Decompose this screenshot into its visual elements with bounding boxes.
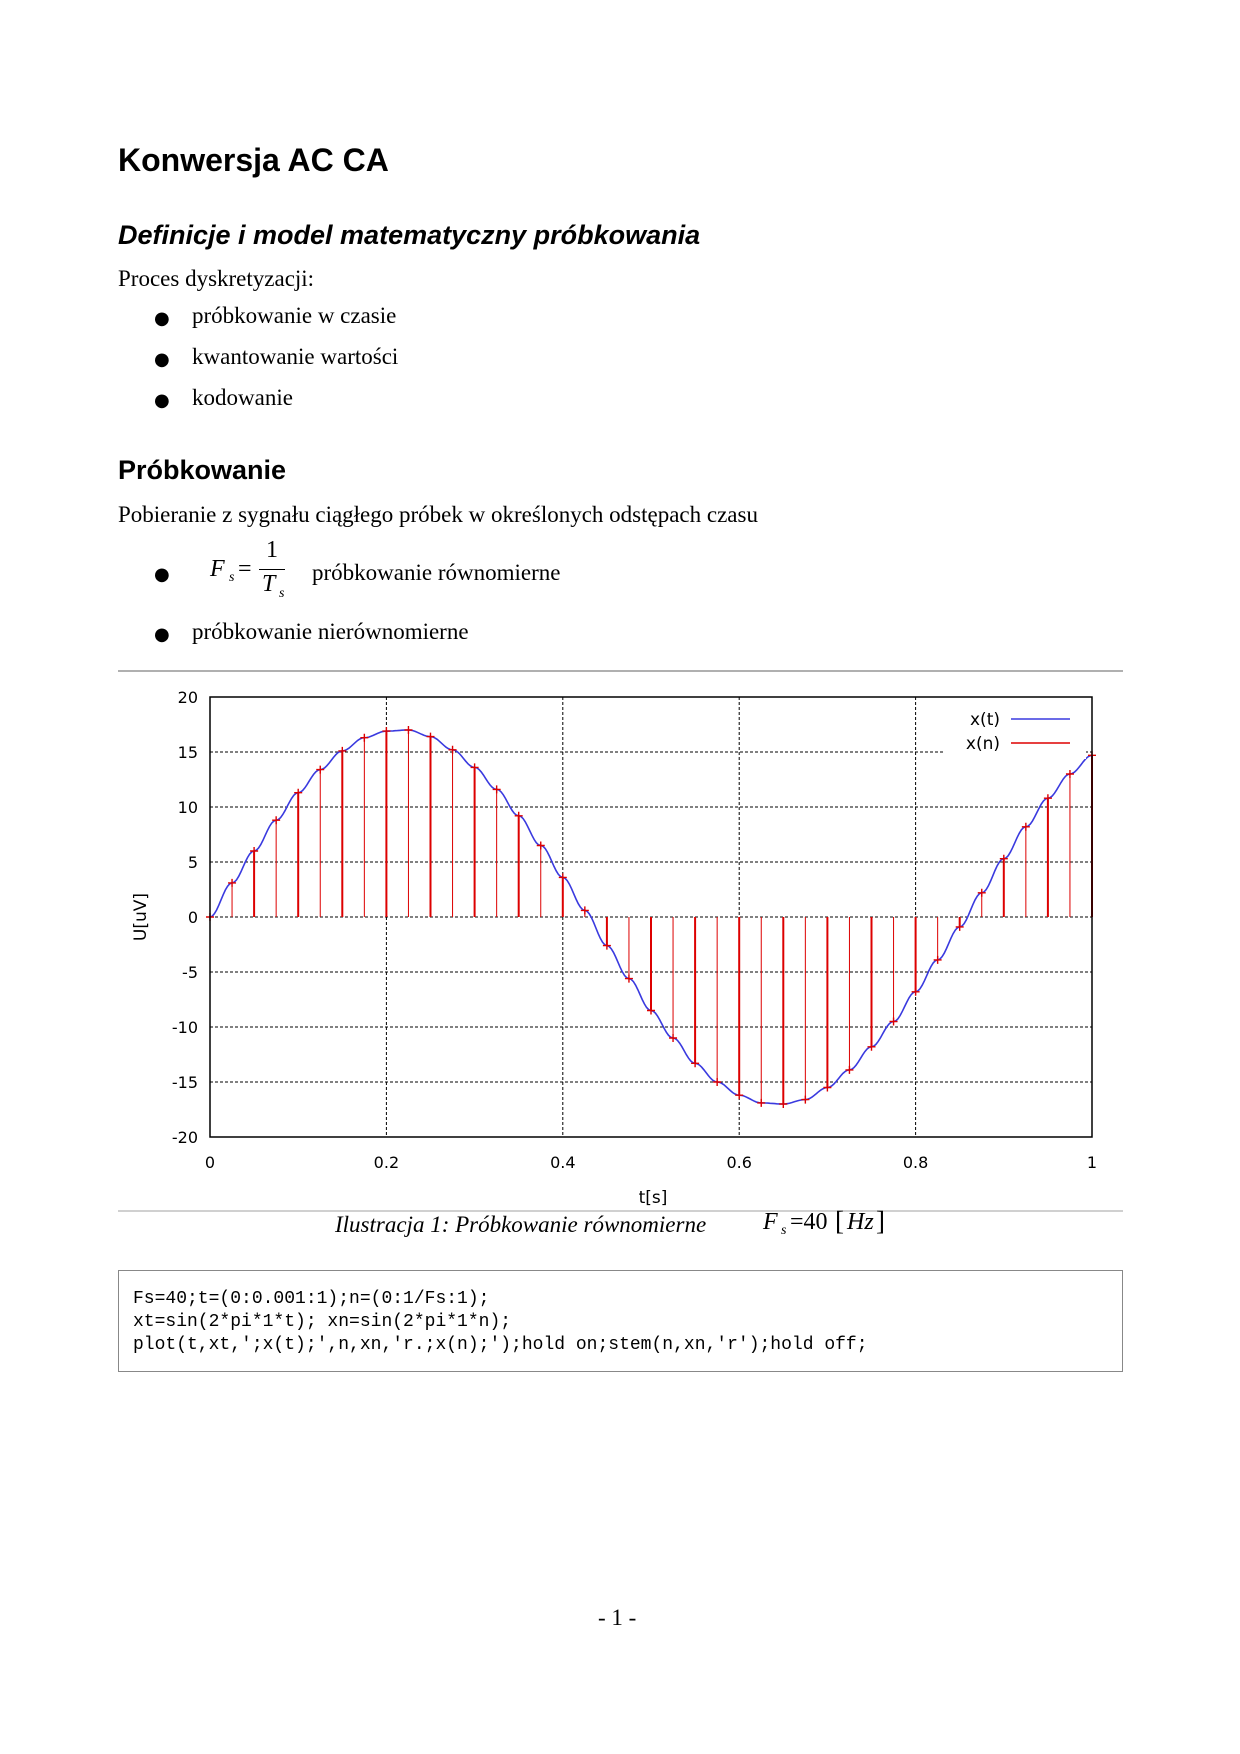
caption-formula-value: =40 xyxy=(790,1209,828,1235)
sample-marker xyxy=(272,816,280,824)
sample-marker xyxy=(757,1099,765,1107)
formula-symbol: F xyxy=(210,556,225,582)
legend-label-xt: x(t) xyxy=(970,710,1000,730)
code-line: Fs=40;t=(0:0.001:1);n=(0:1/Fs:1); xyxy=(133,1289,490,1309)
sample-marker xyxy=(625,975,633,983)
sample-marker xyxy=(779,1100,787,1108)
y-tick-label: 20 xyxy=(177,688,198,707)
sample-marker xyxy=(801,1096,809,1104)
list-item-label: kodowanie xyxy=(192,385,293,410)
sample-marker xyxy=(735,1091,743,1099)
sample-marker xyxy=(382,727,390,735)
sampling-intro: Pobieranie z sygnału ciągłego próbek w określonych odstępach czasu xyxy=(118,502,758,527)
sample-marker xyxy=(338,747,346,755)
bullet-icon: ● xyxy=(154,564,170,585)
list-item xyxy=(154,564,170,585)
formula-equals: = xyxy=(238,556,252,582)
x-tick-label: 0.2 xyxy=(373,1153,400,1172)
sample-marker xyxy=(449,746,457,754)
sample-marker xyxy=(868,1043,876,1051)
sample-marker xyxy=(515,812,523,820)
sample-marker xyxy=(581,906,589,914)
bullet-icon: ● xyxy=(154,349,170,370)
legend xyxy=(944,705,1086,759)
bullet-icon: ● xyxy=(154,624,170,645)
y-tick-label: -5 xyxy=(182,963,198,982)
caption-bracket-open: [ xyxy=(835,1206,844,1236)
x-tick-label: 0.8 xyxy=(902,1153,929,1172)
sample-marker xyxy=(691,1059,699,1067)
sample-marker xyxy=(713,1078,721,1086)
sample-marker xyxy=(427,733,435,741)
sample-marker xyxy=(845,1066,853,1074)
y-tick-label: 10 xyxy=(177,798,198,817)
sample-marker xyxy=(404,726,412,734)
formula-denominator-subscript: s xyxy=(279,586,285,601)
fraction-bar xyxy=(259,569,285,570)
sample-marker xyxy=(823,1084,831,1092)
formula-numerator: 1 xyxy=(266,537,278,563)
formula-denominator: T xyxy=(262,571,276,597)
sample-marker xyxy=(250,847,258,855)
sample-marker xyxy=(912,988,920,996)
legend-label-xn: x(n) xyxy=(965,734,1000,754)
list-item xyxy=(154,303,397,329)
sample-marker xyxy=(603,942,611,950)
sample-marker xyxy=(228,879,236,887)
sample-marker xyxy=(890,1018,898,1026)
sample-marker xyxy=(1066,770,1074,778)
caption-formula-symbol: F xyxy=(763,1209,778,1235)
sample-marker xyxy=(978,889,986,897)
sample-marker xyxy=(559,873,567,881)
sample-marker xyxy=(647,1007,655,1015)
sampling-chart xyxy=(118,675,1123,1215)
sample-marker xyxy=(934,956,942,964)
list-item-label: próbkowanie nierównomierne xyxy=(192,619,469,644)
y-tick-label: -15 xyxy=(171,1073,198,1092)
sample-marker xyxy=(316,766,324,774)
list-item xyxy=(154,344,399,370)
y-tick-label: 15 xyxy=(177,743,198,762)
section-heading-definitions: Definicje i model matematyczny próbkowania xyxy=(118,220,701,250)
x-tick-label: 0.4 xyxy=(550,1153,576,1172)
list-item xyxy=(154,385,293,411)
y-axis-label: U[uV] xyxy=(131,892,151,942)
y-tick-label: 0 xyxy=(187,908,198,927)
bullet-icon: ● xyxy=(154,390,170,411)
caption-formula xyxy=(763,1207,893,1247)
page-number: - 1 - xyxy=(598,1605,637,1630)
sample-marker xyxy=(471,763,479,771)
sample-marker xyxy=(294,789,302,797)
y-tick-label: -10 xyxy=(171,1018,198,1037)
list-item-label: próbkowanie równomierne xyxy=(312,560,561,585)
bullet-icon: ● xyxy=(154,308,170,329)
y-tick-label: 5 xyxy=(187,853,198,872)
list-item-label: próbkowanie w czasie xyxy=(192,303,397,328)
sample-marker xyxy=(537,842,545,850)
caption-bracket-close: ] xyxy=(876,1206,885,1236)
sample-marker xyxy=(669,1034,677,1042)
code-line: xt=sin(2*pi*1*t); xn=sin(2*pi*1*n); xyxy=(133,1312,512,1332)
code-box xyxy=(118,1270,1123,1372)
sample-marker xyxy=(1022,823,1030,831)
x-axis-label: t[s] xyxy=(638,1188,668,1208)
list-item xyxy=(154,619,469,645)
figure-caption: Ilustracja 1: Próbkowanie równomierne xyxy=(335,1212,707,1237)
sample-marker xyxy=(493,785,501,793)
caption-formula-unit: Hz xyxy=(847,1209,874,1235)
formula-subscript: s xyxy=(229,570,235,585)
figure-top-rule xyxy=(118,670,1123,672)
section-heading-sampling: Próbkowanie xyxy=(118,455,287,485)
y-tick-label: -20 xyxy=(171,1128,198,1147)
x-tick-label: 0.6 xyxy=(726,1153,752,1172)
caption-formula-subscript: s xyxy=(781,1223,787,1238)
page-title: Konwersja AC CA xyxy=(118,142,389,178)
x-tick-label: 0 xyxy=(204,1153,216,1172)
sample-marker xyxy=(1044,794,1052,802)
process-intro: Proces dyskretyzacji: xyxy=(118,266,315,291)
sample-marker xyxy=(360,734,368,742)
list-item-label: kwantowanie wartości xyxy=(192,344,399,369)
x-tick-label: 1 xyxy=(1086,1153,1098,1172)
code-line: plot(t,xt,';x(t);',n,xn,'r.;x(n);');hold on;stem(n,xn,'r');hold off; xyxy=(133,1335,868,1355)
sampling-frequency-formula xyxy=(210,537,290,602)
sample-marker xyxy=(956,923,964,931)
